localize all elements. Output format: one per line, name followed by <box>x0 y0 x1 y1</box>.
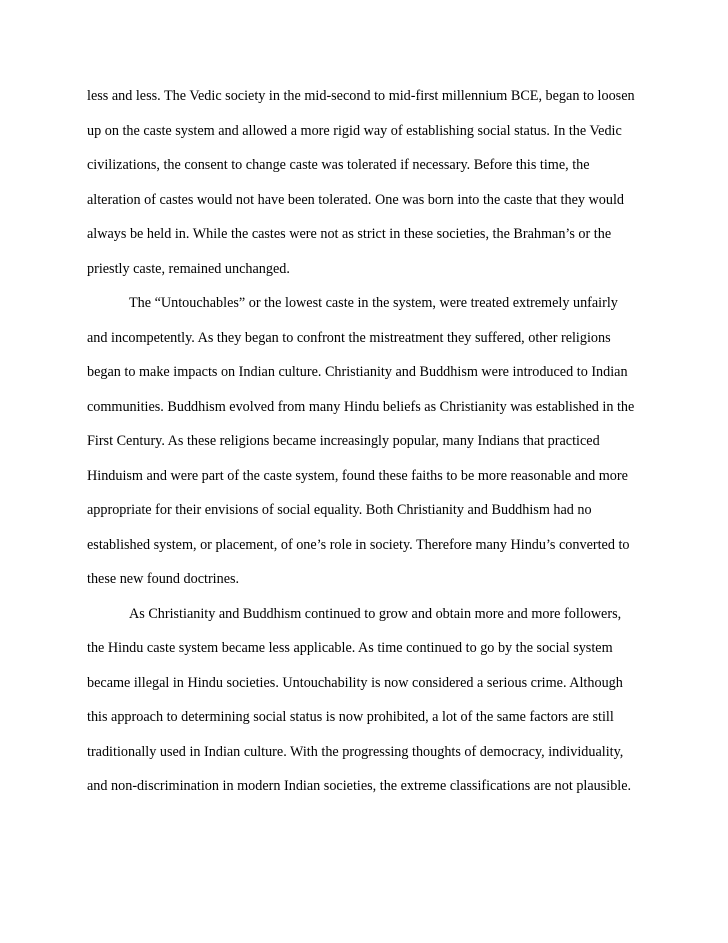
text-line: established system, or placement, of one’s role in society. Therefore many Hindu’s converted to <box>87 536 630 553</box>
text-line: civilizations, the consent to change caste was tolerated if necessary. Before this time, the <box>87 157 590 173</box>
text-line: began to make impacts on Indian culture. Christianity and Buddhism were introduced to Indian <box>87 364 628 380</box>
text-line: traditionally used in Indian culture. With the progressing thoughts of democracy, individuality, <box>87 743 624 760</box>
text-line: alteration of castes would not have been tolerated. One was born into the caste that they would <box>87 191 624 208</box>
text-line: became illegal in Hindu societies. Untouchability is now considered a serious crime. Although <box>87 674 623 691</box>
paragraph-first-line: The “Untouchables” or the lowest caste in the system, were treated extremely unfairly <box>129 295 618 311</box>
paragraph-first-line: As Christianity and Buddhism continued to grow and obtain more and more followers, <box>129 605 622 622</box>
text-line: this approach to determining social status is now prohibited, a lot of the same factors are still <box>87 709 614 725</box>
text-line: less and less. The Vedic society in the mid-second to mid-first millennium BCE, began to loosen <box>87 88 635 104</box>
text-line: always be held in. While the castes were not as strict in these societies, the Brahman’s or the <box>87 226 612 242</box>
text-line: these new found doctrines. <box>87 571 240 587</box>
text-line: appropriate for their envisions of social equality. Both Christianity and Buddhism had no <box>87 502 592 518</box>
text-line: Hinduism and were part of the caste system, found these faiths to be more reasonable and more <box>87 467 628 484</box>
document-body <box>87 86 647 811</box>
text-line: up on the caste system and allowed a more rigid way of establishing social status. In the Vedic <box>87 122 622 139</box>
text-line: First Century. As these religions became increasingly popular, many Indians that practiced <box>87 433 600 449</box>
text-line: priestly caste, remained unchanged. <box>87 260 290 277</box>
text-line: and non-discrimination in modern Indian societies, the extreme classifications are not plausible. <box>87 778 632 794</box>
text-line: and incompetently. As they began to confront the mistreatment they suffered, other religions <box>87 329 611 346</box>
text-line: the Hindu caste system became less applicable. As time continued to go by the social system <box>87 640 613 656</box>
text-line: communities. Buddhism evolved from many Hindu beliefs as Christianity was established in the <box>87 398 635 415</box>
